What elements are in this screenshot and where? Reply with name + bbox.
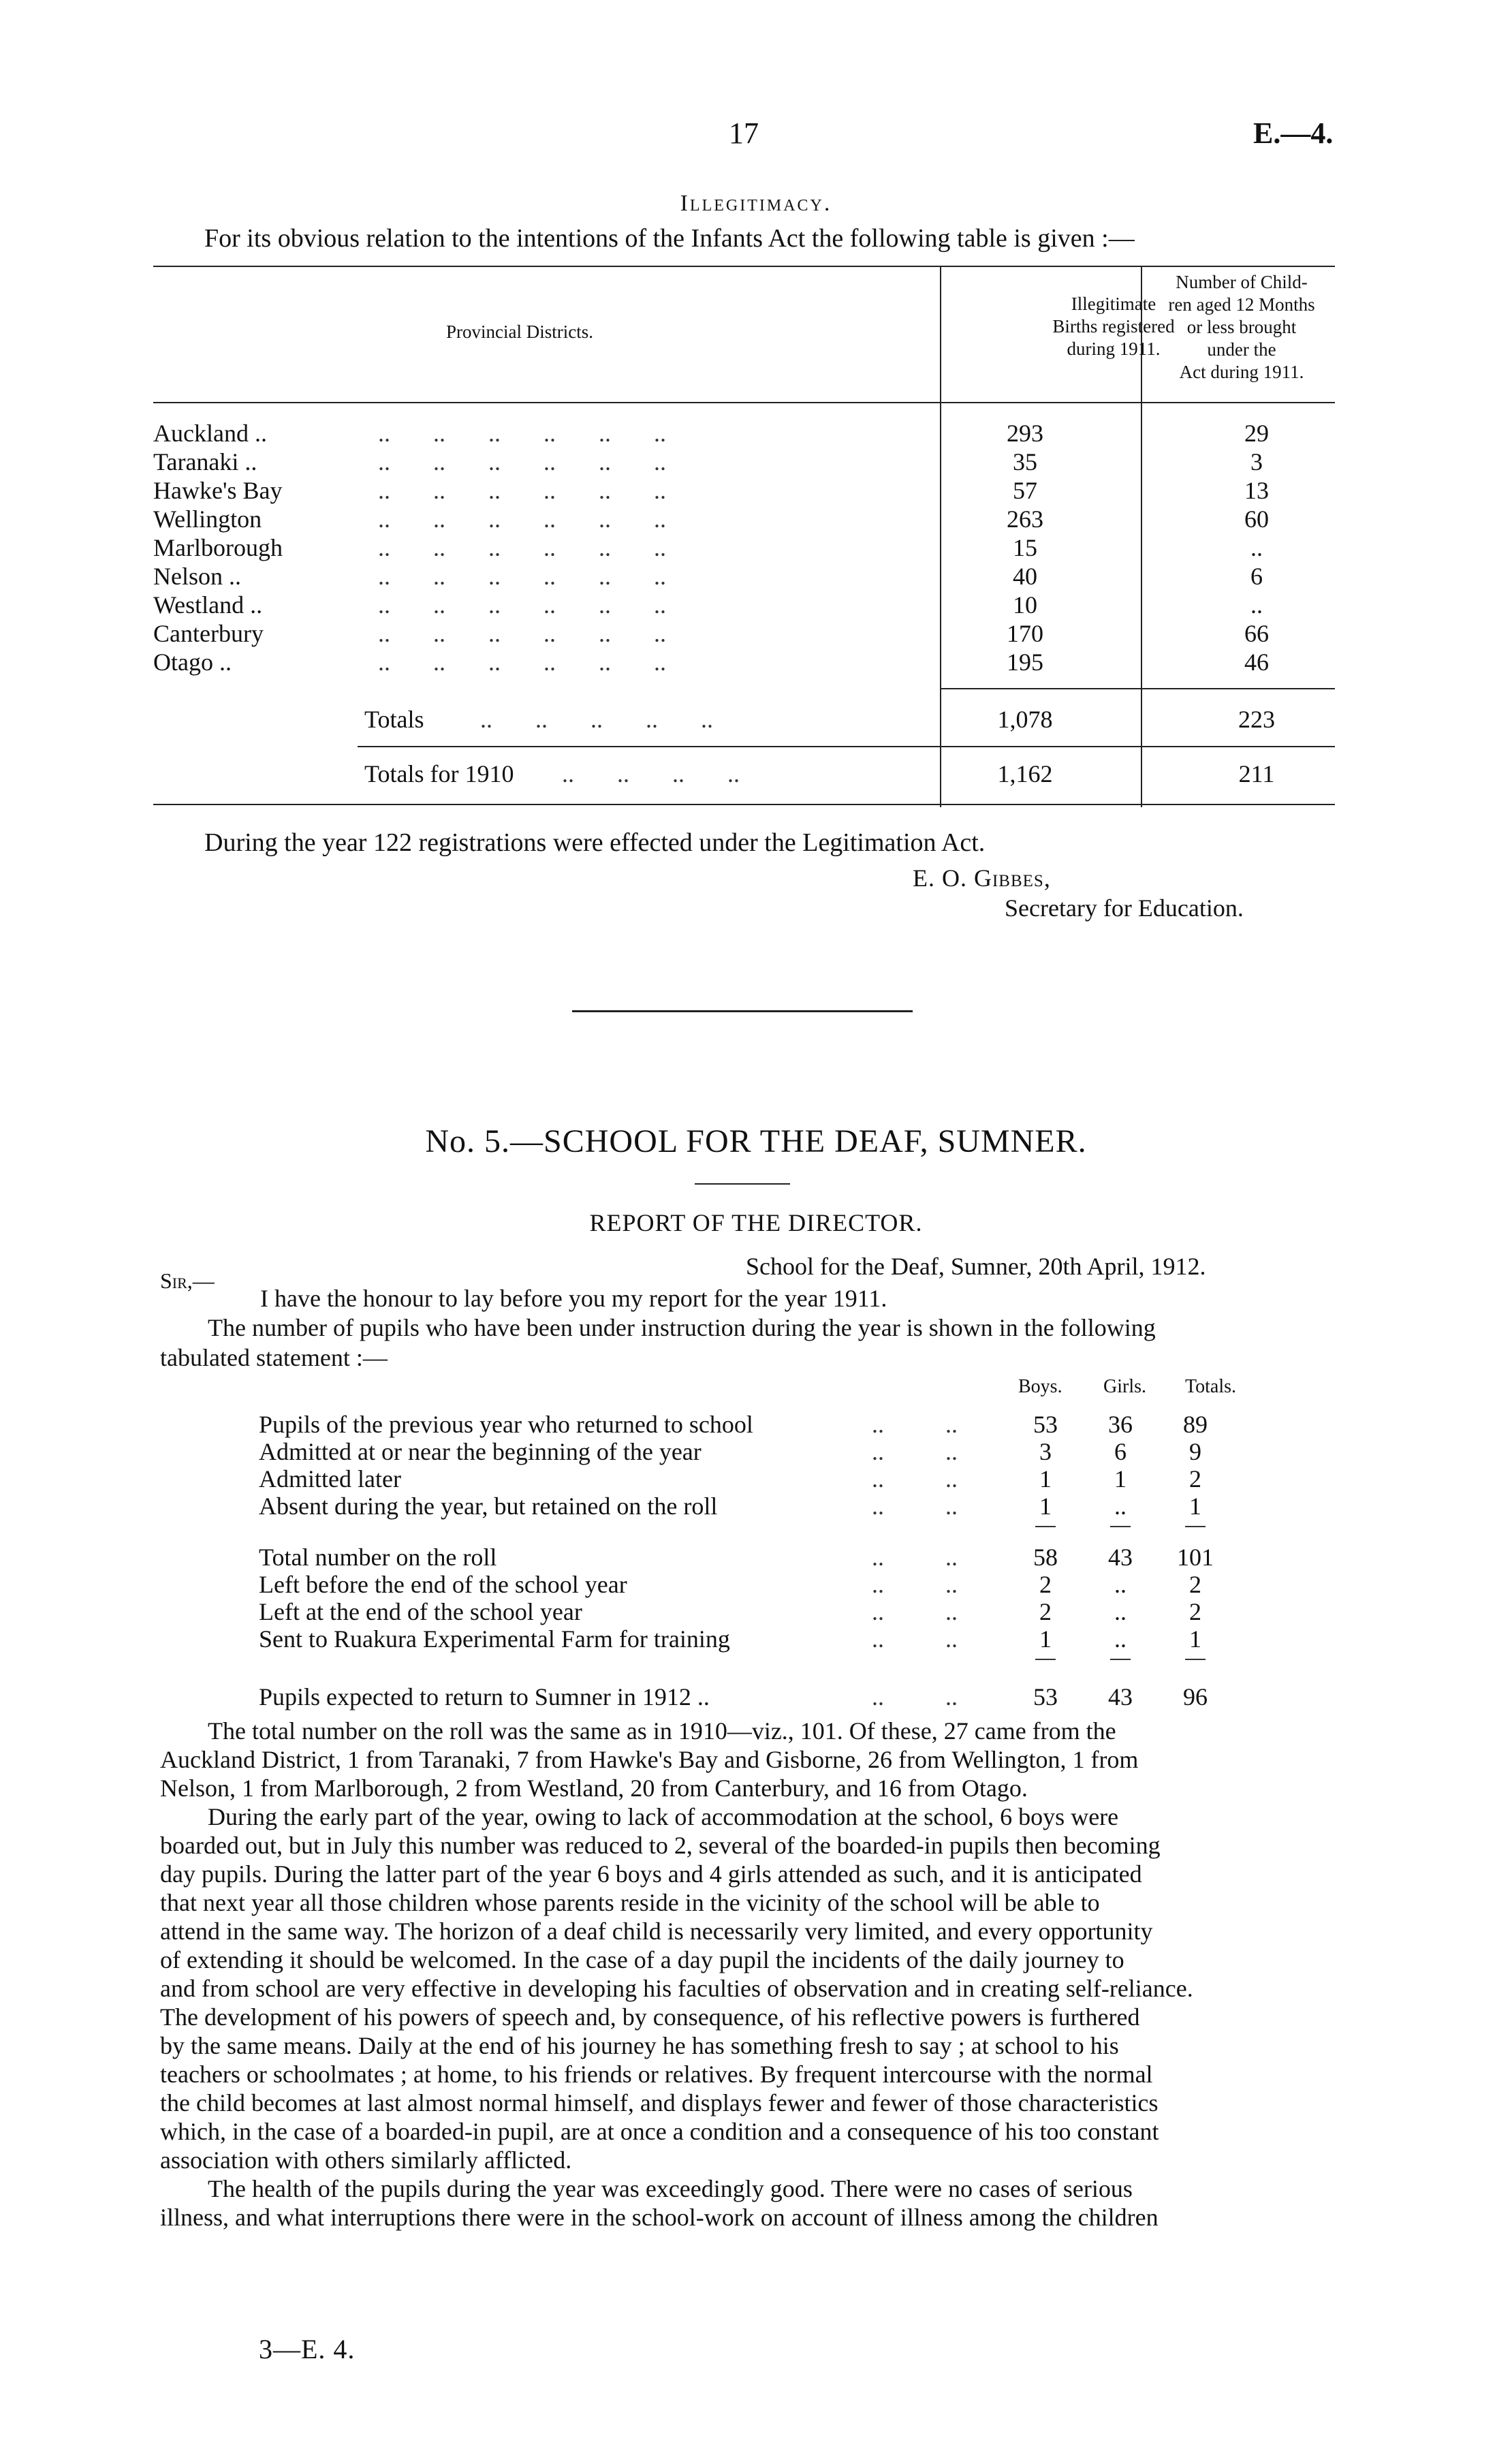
paragraph-line: that next year all those children whose parents reside in the vicinity of the school will be able to [160,1889,1100,1916]
stats-row: Left before the end of the school year .. .. 2 .. 2 [259,1571,1201,1598]
paragraph-line: Auckland District, 1 from Taranaki, 7 from Hawke's Bay and Gisborne, 26 from Wellington, 1 from [160,1746,1139,1773]
table-row: Hawke's Bay .. .. .. .. .. .. 57 13 [153,477,1269,504]
page-number: 17 [729,116,759,150]
table-row: Auckland .. .. .. .. .. .. .. 293 29 [153,420,1269,447]
report-heading: REPORT OF THE DIRECTOR. [589,1209,923,1236]
salutation: Sir,— [160,1268,215,1293]
paragraph-line: illness, and what interruptions there were in the school-work on account of illness among the children [160,2204,1159,2231]
totals-rule [940,688,1335,689]
stats-row: Pupils of the previous year who returned to school .. .. 53 36 89 [259,1411,1208,1438]
legitimation-note: During the year 122 registrations were effected under the Legitimation Act. [204,828,986,857]
paragraph-line: the child becomes at last almost normal himself, and displays fewer and fewer of those characteristics [160,2089,1159,2116]
paragraph-line: by the same means. Daily at the end of his journey he has something fresh to say ; at school to his [160,2032,1119,2059]
lead-in-line: tabulated statement :— [160,1344,388,1371]
header-provincial-districts: Provincial Districts. [446,322,593,342]
paragraph-line: The development of his powers of speech and, by consequence, of his reflective powers is furthered [160,2003,1140,2031]
paragraph-line: boarded out, but in July this number was reduced to 2, several of the boarded-in pupils then becoming [160,1832,1161,1859]
paragraph-line: day pupils. During the latter part of the year 6 boys and 4 girls attended as such, and it is anticipated [160,1860,1142,1888]
paragraph-line: of extending it should be welcomed. In the case of a day pupil the incidents of the daily journey to [160,1946,1124,1973]
header-children-number: Number of Child- ren aged 12 Months or less brought under the Act during 1911. [1168,272,1315,382]
table-bottom-rule [153,804,1335,805]
paragraph-line: The health of the pupils during the year was exceedingly good. There were no cases of serious [208,2175,1133,2202]
stats-row: Admitted later .. .. 1 1 2 [259,1465,1201,1493]
page-signature-mark: 3—E. 4. [259,2334,356,2364]
illegitimacy-intro: For its obvious relation to the intentions of the Infants Act the following table is given :— [204,224,1135,253]
signature-name: E. O. Gibbes, [913,864,1051,892]
paragraph-line: association with others similarly afflicted. [160,2146,572,2174]
stats-row: Absent during the year, but retained on the roll .. .. 1 .. 1 [259,1493,1201,1520]
illegitimacy-heading: Illegitimacy. [680,191,832,216]
header-bottom-rule [153,402,1335,403]
stats-row: Sent to Ruakura Experimental Farm for training .. .. 1 .. 1 [259,1625,1201,1653]
signature-title: Secretary for Education. [1005,894,1244,922]
stats-row: Admitted at or near the beginning of the year .. .. 3 6 9 [259,1438,1201,1465]
col-boys: Boys. [1018,1376,1062,1397]
stats-row: Left at the end of the school year .. .. 2 .. 2 [259,1598,1201,1625]
page-reference: E.—4. [1253,116,1334,150]
paragraph-line: attend in the same way. The horizon of a deaf child is necessarily very limited, and every opportunity [160,1918,1153,1945]
header-illegitimate-births: Illegitimate Births registered during 1911. [1052,294,1175,359]
paragraph-line: Nelson, 1 from Marlborough, 2 from Westland, 20 from Canterbury, and 16 from Otago. [160,1775,1028,1802]
paragraph-line: which, in the case of a boarded-in pupil, are at once a condition and a consequence of his too constant [160,2118,1159,2145]
lead-in-line: The number of pupils who have been under instruction during the year is shown in the following [208,1314,1156,1341]
stats-row: Total number on the roll .. .. 58 43 101 [259,1544,1214,1571]
col-girls: Girls. [1103,1376,1146,1397]
table-row: Otago .. .. .. .. .. .. .. 195 46 [153,648,1269,676]
paragraph-line: The total number on the roll was the same as in 1910—viz., 101. Of these, 27 came from the [208,1717,1116,1745]
paragraph-line: teachers or schoolmates ; at home, to his friends or relatives. By frequent intercourse with the normal [160,2061,1153,2088]
table-row: Taranaki .. .. .. .. .. .. .. 35 3 [153,448,1263,475]
col-totals: Totals. [1185,1376,1237,1397]
table-row: Wellington .. .. .. .. .. .. 263 60 [153,505,1269,533]
table-top-rule [153,266,1335,267]
paragraph-line: and from school are very effective in developing his faculties of observation and in creating self-reliance. [160,1975,1193,2002]
opening-line: I have the honour to lay before you my report for the year 1911. [260,1285,887,1312]
stats-row: Pupils expected to return to Sumner in 1912 .. .. .. 53 43 96 [259,1683,1208,1710]
totals-separator-rule [358,746,1335,747]
place-date: School for the Deaf, Sumner, 20th April, 1912. [746,1253,1206,1280]
paragraph-line: During the early part of the year, owing to lack of accommodation at the school, 6 boys were [208,1803,1119,1830]
table-row: Canterbury .. .. .. .. .. .. 170 66 [153,620,1269,647]
section-separator [572,1010,913,1012]
table-row: Marlborough .. .. .. .. .. .. 15 .. [153,534,1263,561]
illegitimacy-table: Provincial Districts. Illegitimate Births registered during 1911. Number of Child- ren aged 12 Months or less brought under the Act during 1911. Auckland .. .. .. .. .. .. .. 293 29 Taranaki .. .. .. .. .. .. .. 35 3 Hawke's Bay .. .. .. .. .. .. 57 13 Wellington .. .. .. .. .. .. 263 60 Marlborough .. .. .. .. .. .. 15 .. Nelson .. .. .. .. .. .. .. 40 6 Westland .. .. .. .. .. .. .. 10 .. Canterbury .. .. .. .. .. .. 170 66 Otago .. .. .. .. .. .. .. 195 46 Totals .. .. .. .. .. 1,078 223 Totals for 1910 .. .. .. .. 1,162 211 [153,266,1335,811]
table-row: Nelson .. .. .. .. .. .. .. 40 6 [153,563,1263,590]
school-heading: No. 5.—SCHOOL FOR THE DEAF, SUMNER. [425,1123,1087,1159]
heading-underline [695,1183,790,1185]
table-row: Westland .. .. .. .. .. .. .. 10 .. [153,591,1263,619]
